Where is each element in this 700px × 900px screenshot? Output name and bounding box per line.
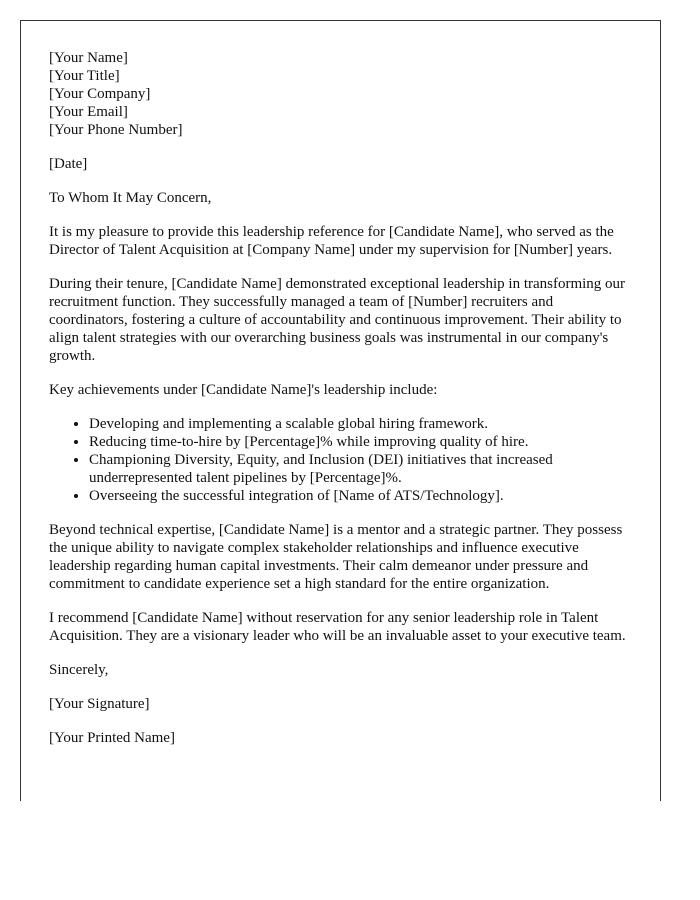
sender-name: [Your Name] [49, 50, 128, 66]
paragraph-recommendation: I recommend [Candidate Name] without reservation for any senior leadership role in Talent Acquisition. They are a visionary leader who will be an invaluable asset to your executive team. [49, 610, 626, 644]
sender-phone: [Your Phone Number] [49, 122, 183, 138]
list-item: • Overseeing the successful integration of [Name of ATS/Technology]. [89, 487, 632, 505]
salutation: To Whom It May Concern, [49, 190, 212, 206]
signature: [Your Signature] [49, 696, 150, 712]
list-item: • Championing Diversity, Equity, and Inclusion (DEI) initiatives that increased underrepresented talent pipelines by [Percentage]%. [89, 451, 632, 487]
sender-title: [Your Title] [49, 68, 120, 84]
sender-email: [Your Email] [49, 104, 128, 120]
achievements-list [49, 415, 632, 505]
list-item: • Developing and implementing a scalable global hiring framework. [89, 415, 632, 433]
paragraph-expertise: Beyond technical expertise, [Candidate Name] is a mentor and a strategic partner. They possess the unique ability to navigate complex stakeholder relationships and influence executive leadership regarding human capital investments. Their calm demeanor under pressure and commitment to candidate experience set a high standard for the entire organization. [49, 522, 623, 592]
signoff: Sincerely, [49, 662, 109, 678]
printed-name: [Your Printed Name] [49, 730, 175, 746]
sender-block [49, 49, 632, 139]
list-item: • Reducing time-to-hire by [Percentage]% while improving quality of hire. [89, 433, 632, 451]
paragraph-intro: It is my pleasure to provide this leadership reference for [Candidate Name], who served as the Director of Talent Acquisition at [Company Name] under my supervision for [Number] years. [49, 224, 614, 258]
letter-page [20, 20, 661, 801]
sender-company: [Your Company] [49, 86, 151, 102]
paragraph-tenure: During their tenure, [Candidate Name] demonstrated exceptional leadership in transforming our recruitment function. They successfully managed a team of [Number] recruiters and coordinators, fostering a culture of accountability and continuous improvement. Their ability to align talent strategies with our overarching business goals was instrumental in our company's growth. [49, 276, 626, 364]
date: [Date] [49, 156, 88, 172]
paragraph-achievements-intro: Key achievements under [Candidate Name]'s leadership include: [49, 382, 438, 398]
